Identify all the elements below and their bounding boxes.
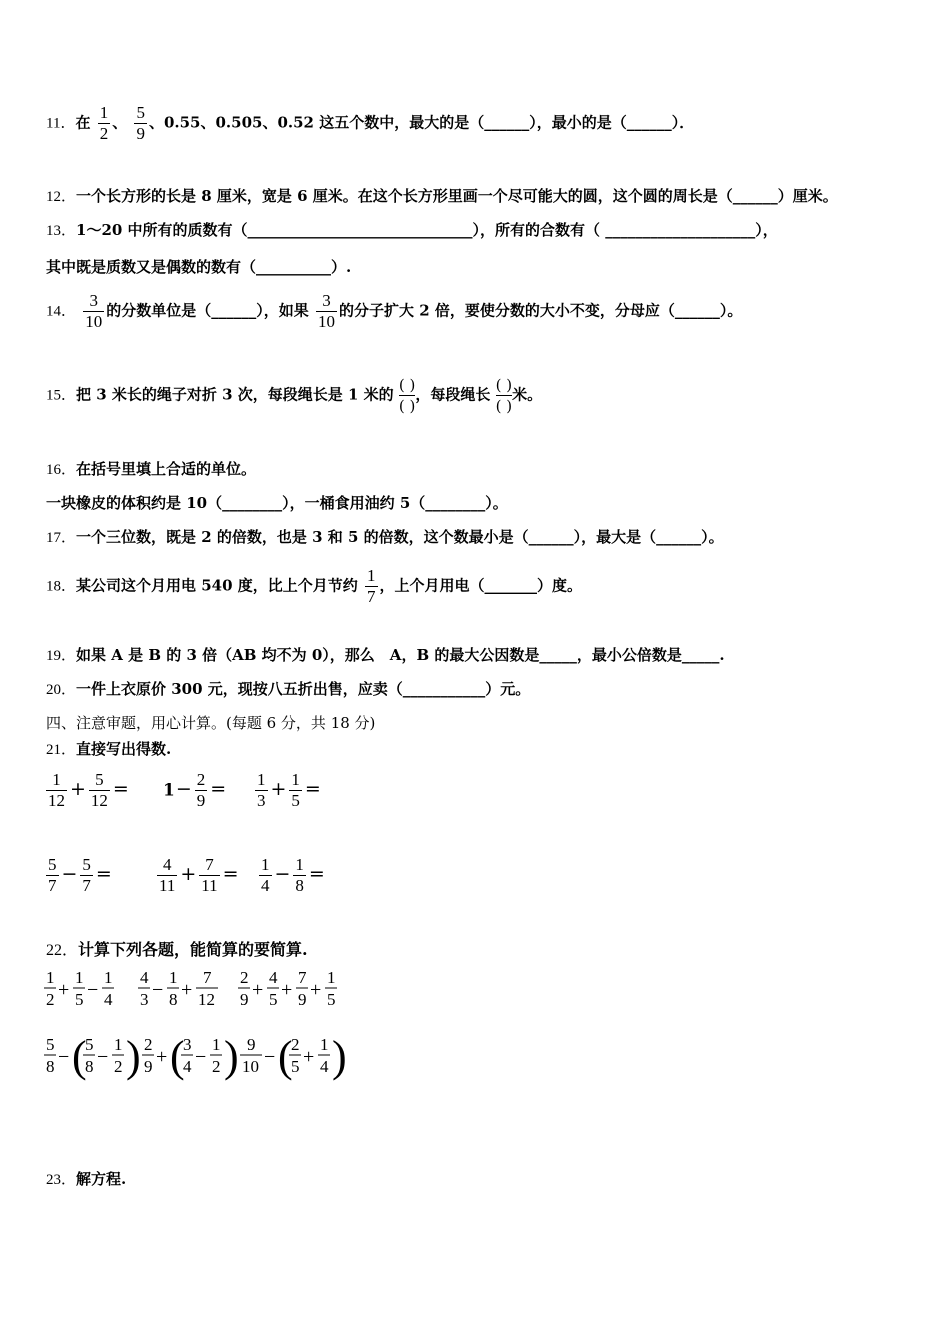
svg-text:8: 8 [46,1057,55,1076]
question-13-cont: 其中既是质数又是偶数的数有（__________）. [46,258,352,276]
svg-text:−: − [195,1046,207,1068]
svg-text:(: ( [72,1032,87,1081]
expression: $\frac{5}{7}$ − $\frac{5}{7}$ = [48,855,112,895]
svg-text:(: ( [278,1032,293,1081]
svg-text:+: + [281,979,293,1001]
svg-text:12: 12 [198,990,215,1009]
question-16-cont: 一块橡皮的体积约是 10（________），一桶食用油约 5（________）。 [46,494,508,512]
svg-text:−: − [87,979,99,1001]
expr-row-2 [44,1032,347,1081]
expression: $\frac{1}{12}$ + $\frac{5}{12}$ = [48,770,129,810]
svg-text:): ) [126,1032,141,1081]
question-22: 22．计算下列各题，能简算的要简算. [46,940,308,959]
svg-text:1: 1 [169,968,178,987]
svg-text:2: 2 [212,1057,221,1076]
svg-text:3: 3 [183,1035,192,1054]
svg-text:1: 1 [114,1035,123,1054]
fraction: $\frac{3}{10}$ [85,291,103,331]
question-17: 17．一个三位数，既是 2 的倍数，也是 3 和 5 的倍数，这个数最小是（______），最大是（______）。 [46,528,724,546]
svg-text:5: 5 [85,1035,94,1054]
svg-text:−: − [264,1046,276,1068]
fraction: $\frac{1}{2}$ [99,103,109,143]
svg-text:9: 9 [240,990,249,1009]
question-12: 12．一个长方形的长是 8 厘米，宽是 6 厘米。在这个长方形里画一个尽可能大的圆，这个圆的周长是（______）厘米。 [46,187,838,205]
svg-text:9: 9 [144,1057,153,1076]
svg-text:2: 2 [114,1057,123,1076]
svg-text:7: 7 [298,968,307,987]
section-heading: 四、注意审题，用心计算。(每题 6 分，共 18 分) [46,714,376,732]
fraction: $\frac{3}{10}$ [318,291,335,331]
svg-text:1: 1 [104,968,113,987]
svg-text:(: ( [170,1032,185,1081]
svg-text:2: 2 [240,968,249,987]
question-19: 19．如果 A 是 B 的 3 倍（AB 均不为 0），那么 A，B 的最大公因数是_____，最小公倍数是_____. [46,646,725,664]
expression: $\frac{1}{4}$ − $\frac{1}{8}$ = [261,855,325,895]
svg-text:+: + [310,979,322,1001]
svg-text:7: 7 [203,968,212,987]
svg-text:+: + [303,1046,315,1068]
svg-text:4: 4 [140,968,149,987]
svg-text:): ) [332,1032,347,1081]
question-21: 21．直接写出得数. [46,740,172,758]
expr-row-1 [44,968,337,1009]
svg-text:+: + [58,979,70,1001]
svg-text:1: 1 [320,1035,329,1054]
question-20: 20．一件上衣原价 300 元，现按八五折出售，应卖（___________）元。 [46,680,531,698]
svg-text:1: 1 [75,968,84,987]
svg-text:1: 1 [212,1035,221,1054]
svg-text:1: 1 [327,968,336,987]
expression: $\frac{4}{11}$ + $\frac{7}{11}$ = [159,855,239,895]
blank-fraction: $\frac{( )}{( )}$ [495,376,513,415]
svg-text:+: + [181,979,193,1001]
fraction: $\frac{5}{9}$ [136,103,145,143]
svg-text:−: − [97,1046,109,1068]
svg-text:9: 9 [247,1035,256,1054]
svg-text:10: 10 [242,1057,259,1076]
svg-text:5: 5 [75,990,84,1009]
question-18: 18．某公司这个月用电 540 度，比上个月节约 $\frac{1}{7}$ ，上个月用电（_______）度。 [46,566,583,606]
svg-text:5: 5 [269,990,278,1009]
q22-expressions-image [40,965,350,1085]
svg-text:+: + [156,1046,168,1068]
svg-text:1: 1 [46,968,55,987]
svg-text:8: 8 [169,990,178,1009]
svg-text:4: 4 [104,990,113,1009]
svg-text:3: 3 [140,990,149,1009]
question-23: 23．解方程. [46,1170,127,1188]
svg-text:2: 2 [144,1035,153,1054]
svg-text:4: 4 [269,968,278,987]
svg-text:+: + [252,979,264,1001]
question-13: 13．1～20 中所有的质数有（______________________________），所有的合数有（ ____________________）， [46,221,778,239]
question-15: 15．把 3 米长的绳子对折 3 次，每段绳长是 1 米的 $\frac{( )}{( )}$ ，每段绳长 $\frac{( )}{( )}$ 米。 [46,376,543,415]
svg-text:5: 5 [46,1035,55,1054]
svg-text:4: 4 [183,1057,192,1076]
question-14: 14． $\frac{3}{10}$ 的分数单位是（______），如果 $\frac{3}{10}$ 的分子扩大 2 倍，要使分数的大小不变，分母应（______）。 [46,291,743,331]
svg-text:): ) [224,1032,239,1081]
svg-text:2: 2 [46,990,55,1009]
svg-text:5: 5 [291,1057,300,1076]
question-11: 11．在 $\frac{1}{2}$ 、 $\frac{5}{9}$ 、0.55、0.505、0.52 这五个数中，最大的是（______），最小的是（______）． [46,103,695,143]
question-16: 16．在括号里填上合适的单位。 [46,460,257,478]
blank-fraction: $\frac{( )}{( )}$ [398,376,416,415]
fraction: $\frac{1}{7}$ [367,566,376,606]
svg-text:5: 5 [327,990,336,1009]
expression: $\frac{1}{3}$ + $\frac{1}{5}$ = [257,770,321,810]
svg-text:4: 4 [320,1057,329,1076]
svg-text:8: 8 [85,1057,94,1076]
svg-text:9: 9 [298,990,307,1009]
expression: 1− $\frac{2}{9}$ = [163,770,227,810]
svg-text:−: − [152,979,164,1001]
svg-text:2: 2 [291,1035,300,1054]
svg-text:−: − [58,1046,70,1068]
